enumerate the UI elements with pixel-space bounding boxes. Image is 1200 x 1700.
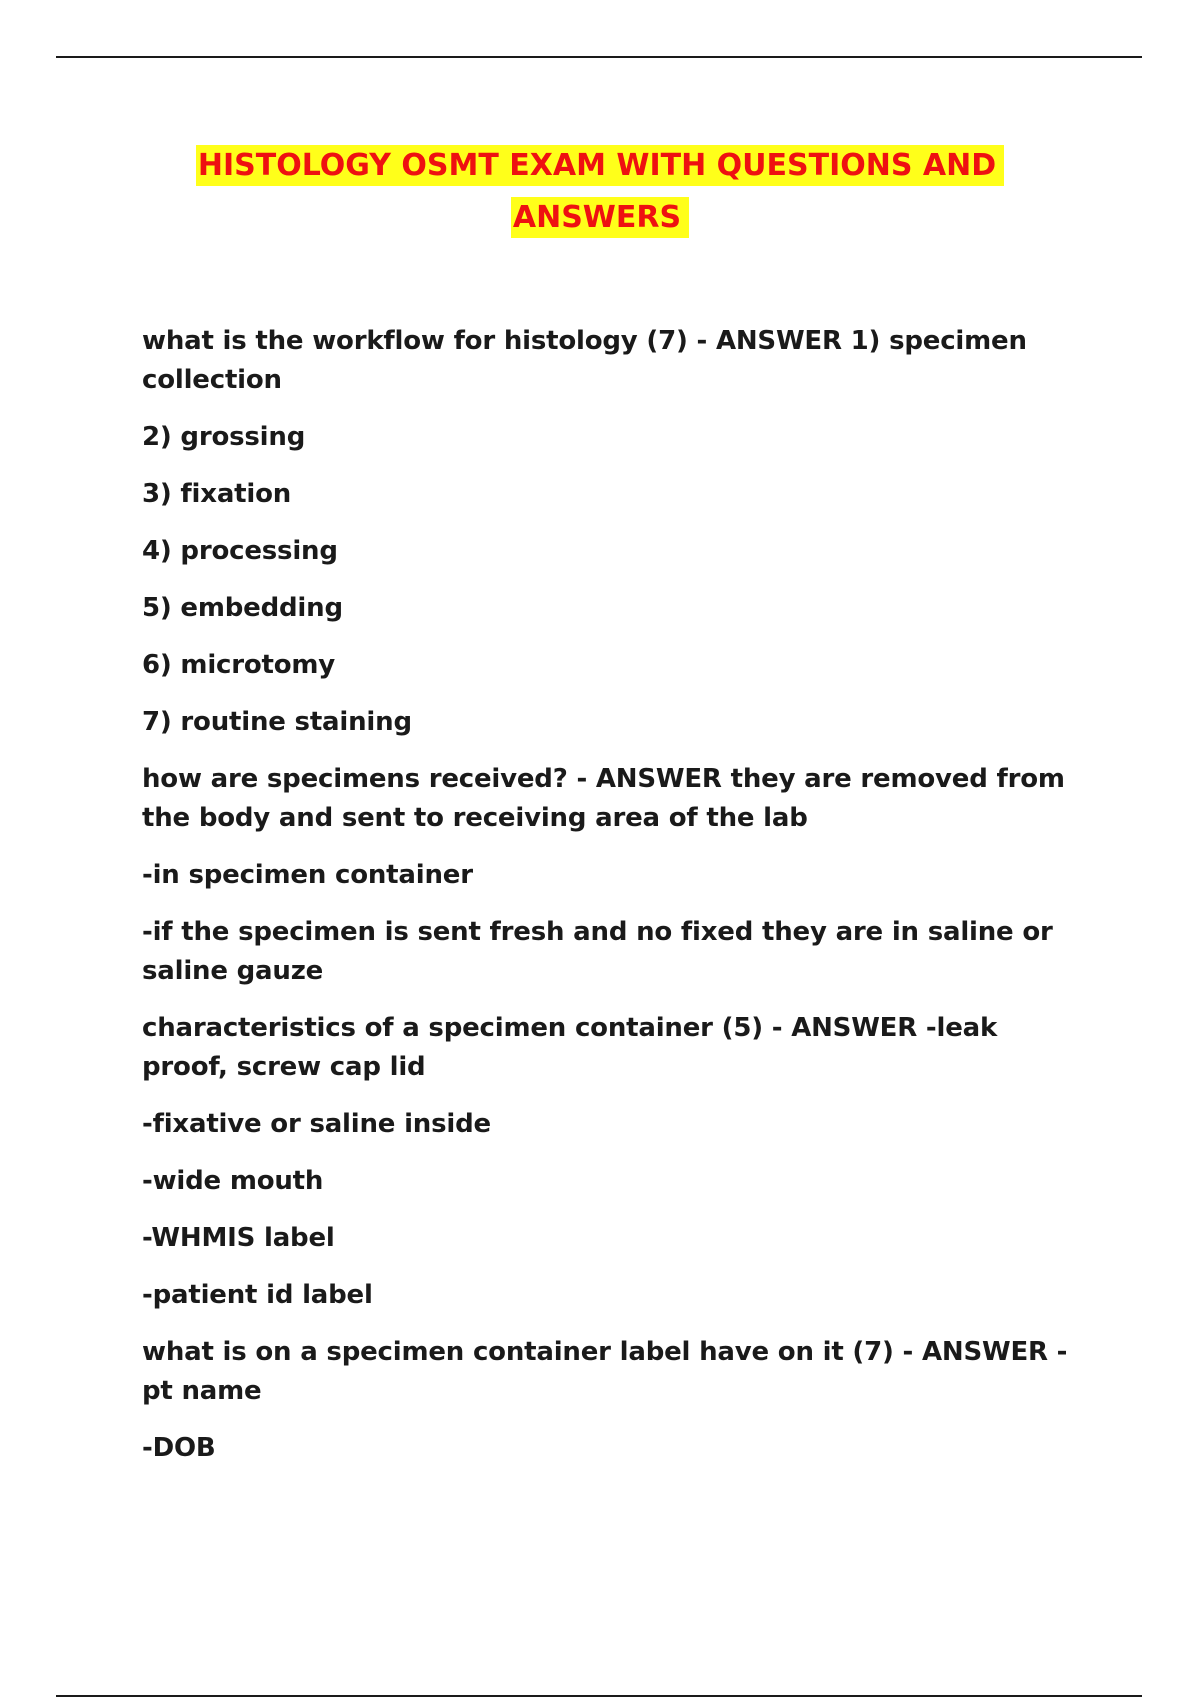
paragraph: -DOB (142, 1433, 216, 1463)
paragraph: -in specimen container (142, 860, 473, 890)
paragraph: 2) grossing (142, 422, 306, 452)
paragraph: -fixative or saline inside (142, 1109, 491, 1139)
paragraph: 5) embedding (142, 593, 343, 623)
paragraph: -wide mouth (142, 1166, 324, 1196)
document-title (100, 140, 1100, 244)
top-divider (56, 56, 1142, 58)
bottom-divider (56, 1695, 1142, 1697)
paragraph: -WHMIS label (142, 1223, 335, 1253)
paragraph: 7) routine staining (142, 707, 412, 737)
paragraph: 4) processing (142, 536, 338, 566)
paragraph: what is on a specimen container label have on it (7) - ANSWER -pt name (142, 1337, 1068, 1406)
paragraph: what is the workflow for histology (7) - ANSWER 1) specimen collection (142, 326, 1027, 395)
paragraph: 3) fixation (142, 479, 292, 509)
paragraph: 6) microtomy (142, 650, 336, 680)
paragraph: -patient id label (142, 1280, 373, 1310)
paragraph: how are specimens received? - ANSWER they are removed from the body and sent to receiving area of the lab (142, 764, 1065, 833)
document-body (142, 322, 1082, 1486)
paragraph: characteristics of a specimen container (5) - ANSWER -leak proof, screw cap lid (142, 1013, 998, 1082)
paragraph: -if the specimen is sent fresh and no fixed they are in saline or saline gauze (142, 917, 1053, 986)
title-line-1: HISTOLOGY OSMT EXAM WITH QUESTIONS AND (196, 145, 1004, 186)
title-line-2: ANSWERS (511, 197, 689, 238)
